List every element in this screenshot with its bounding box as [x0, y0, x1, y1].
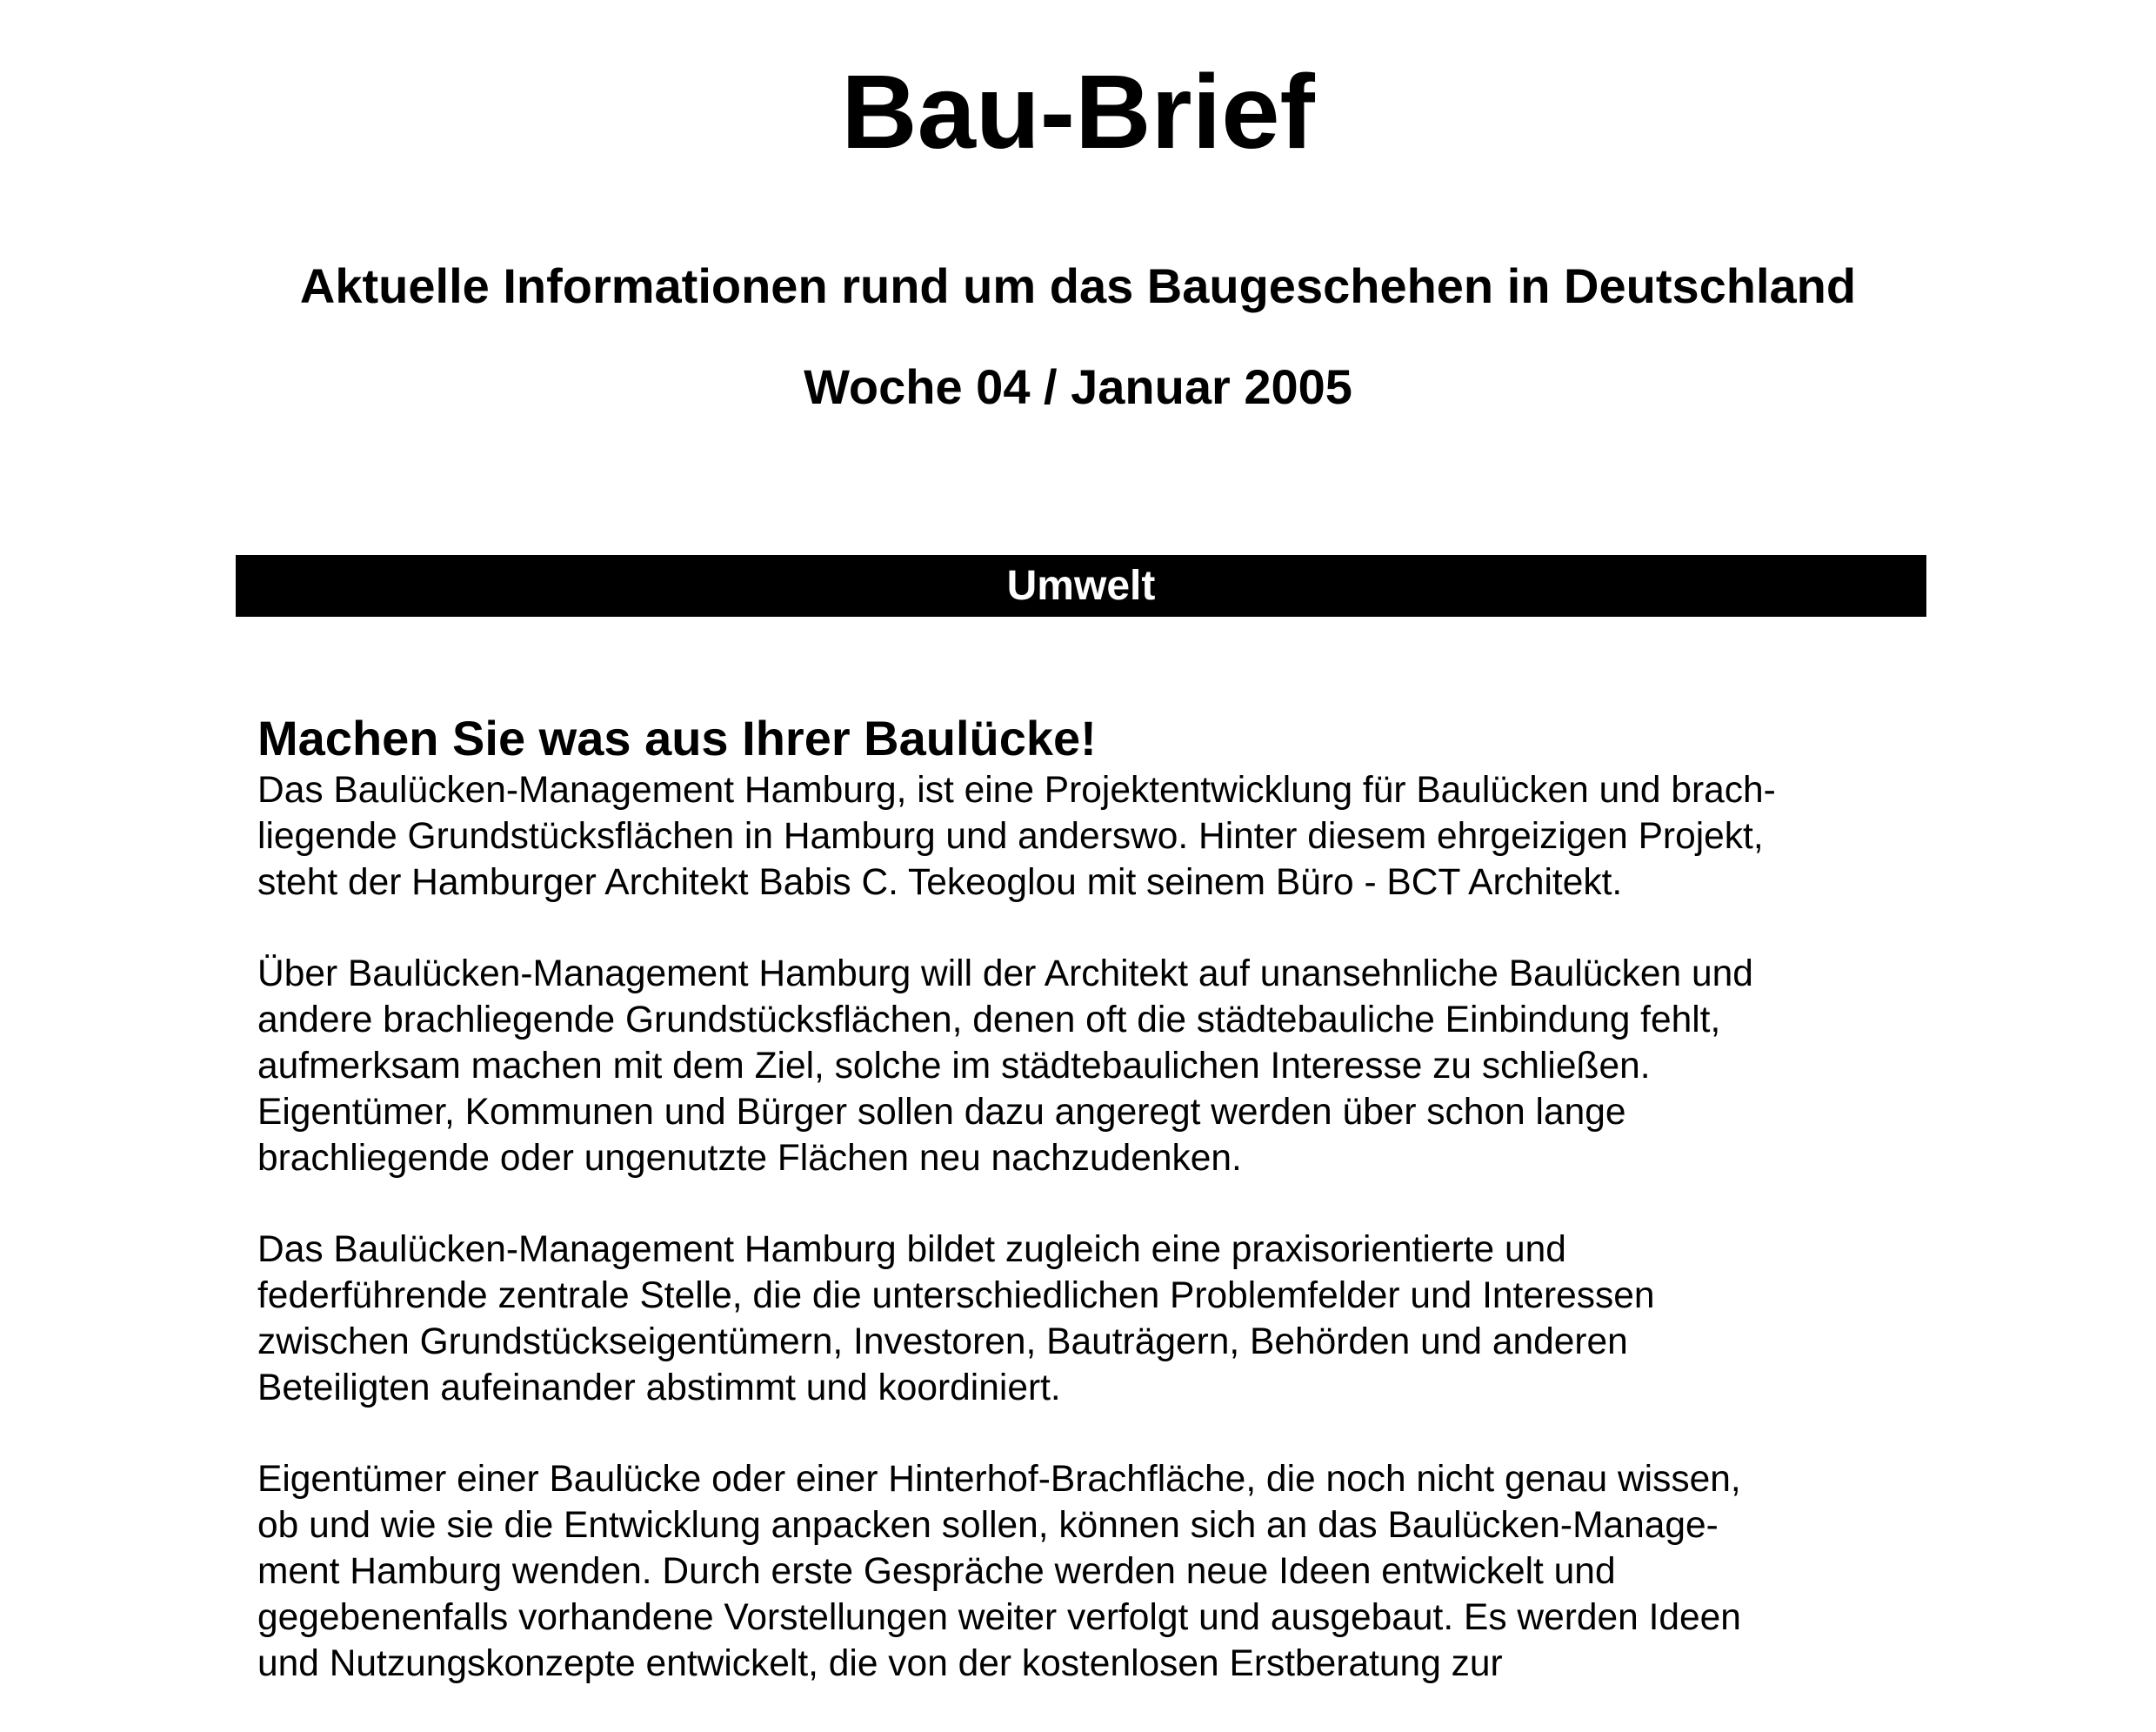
article-title: Machen Sie was aus Ihrer Baulücke! — [257, 711, 1097, 766]
text-line: liegende Grundstücksflächen in Hamburg und anderswo. Hinter diesem ehrgeizigen Projekt, — [257, 816, 1764, 857]
text-line: ment Hamburg wenden. Durch erste Gespräche werden neue Ideen entwickelt und — [257, 1551, 1616, 1592]
text-line: Das Baulücken-Management Hamburg bildet zugleich eine praxisorientierte und — [257, 1229, 1566, 1270]
text-line: brachliegende oder ungenutzte Flächen neu nachzudenken. — [257, 1138, 1242, 1179]
article-paragraph — [257, 1227, 1927, 1411]
text-line: andere brachliegende Grundstücksflächen, denen oft die städtebauliche Einbindung fehlt, — [257, 1000, 1721, 1040]
newsletter-subtitle: Aktuelle Informationen rund um das Baugeschehen in Deutschland — [299, 258, 1857, 313]
article-paragraph — [257, 767, 1927, 906]
text-line: Eigentümer, Kommunen und Bürger sollen dazu angeregt werden über schon lange — [257, 1092, 1626, 1133]
text-line: ob und wie sie die Entwicklung anpacken sollen, können sich an das Baulücken-Manage- — [257, 1505, 1719, 1546]
article-paragraph — [257, 1456, 1927, 1687]
newsletter-title: Bau-Brief — [841, 52, 1315, 171]
article — [257, 710, 1927, 1732]
text-line: Das Baulücken-Management Hamburg, ist eine Projektentwicklung für Baulücken und brach- — [257, 770, 1776, 811]
text-line: Beteiligten aufeinander abstimmt und koordiniert. — [257, 1368, 1061, 1408]
text-line: und Nutzungskonzepte entwickelt, die von der kostenlosen Erstberatung zur — [257, 1643, 1503, 1684]
text-line: Über Baulücken-Management Hamburg will der Architekt auf unansehnliche Baulücken und — [257, 953, 1753, 994]
text-line: Eigentümer einer Baulücke oder einer Hinterhof-Brachfläche, die noch nicht genau wissen, — [257, 1459, 1741, 1500]
text-line: zwischen Grundstückseigentümern, Investoren, Bauträgern, Behörden und anderen — [257, 1321, 1628, 1362]
section-header-umwelt: Umwelt — [236, 555, 1926, 617]
text-line: gegebenenfalls vorhandene Vorstellungen weiter verfolgt und ausgebaut. Es werden Ideen — [257, 1597, 1741, 1638]
text-line: steht der Hamburger Architekt Babis C. Tekeoglou mit seinem Büro - BCT Architekt. — [257, 862, 1623, 903]
issue-week: Woche 04 / Januar 2005 — [804, 359, 1352, 414]
text-line: aufmerksam machen mit dem Ziel, solche im städtebaulichen Interesse zu schließen. — [257, 1046, 1651, 1087]
text-line: federführende zentrale Stelle, die die unterschiedlichen Problemfelder und Interessen — [257, 1275, 1655, 1316]
article-paragraph — [257, 951, 1927, 1181]
